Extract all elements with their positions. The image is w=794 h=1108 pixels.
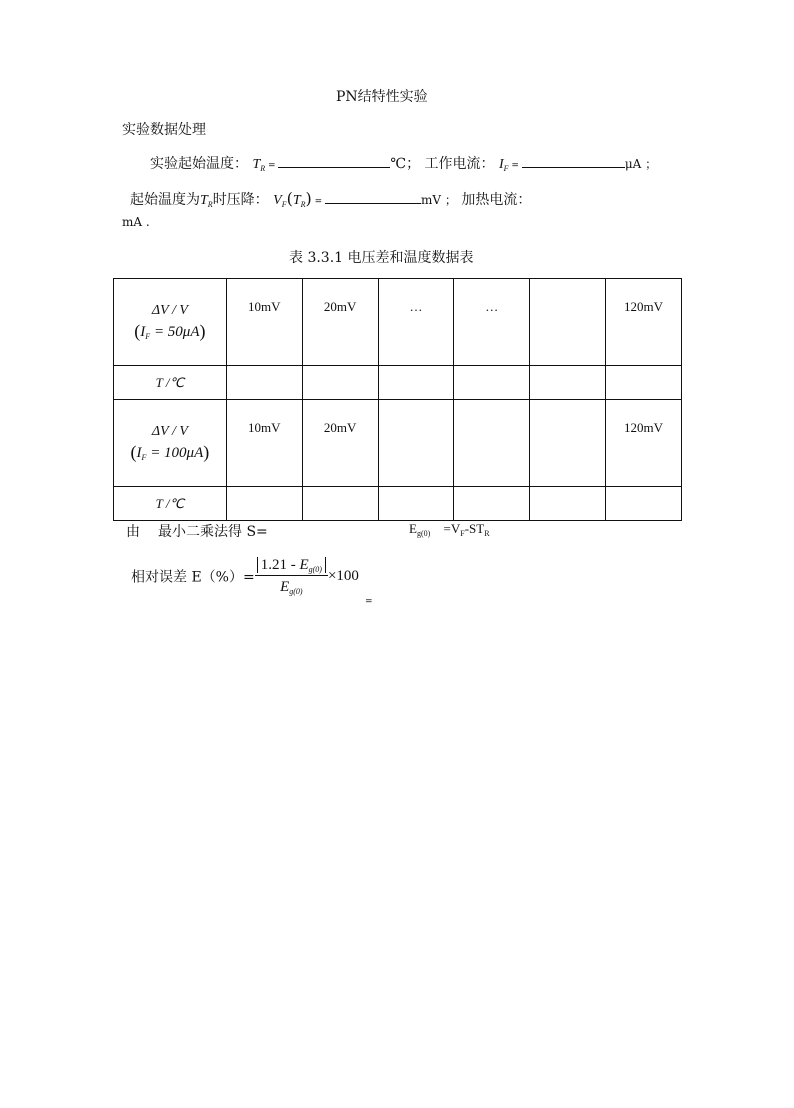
data-table (113, 278, 682, 521)
temperature-label: T /℃ (155, 495, 185, 511)
times-hundred: ×100 (327, 568, 359, 584)
table-cell[interactable] (226, 366, 302, 400)
heating-current-label: 加热电流： (461, 192, 532, 208)
table-cell[interactable] (454, 366, 530, 400)
error-fraction (255, 557, 328, 596)
tr-variable: $T_R$ (200, 193, 213, 209)
table-row (114, 279, 682, 366)
equals-sign: = (311, 197, 326, 207)
start-temp-blank[interactable] (278, 155, 390, 168)
table-cell: … (378, 279, 454, 366)
trailing-equals: = (365, 597, 373, 607)
delta-v-label: ΔV / V (151, 423, 188, 439)
table-cell[interactable] (530, 487, 606, 521)
table-cell: … (454, 279, 530, 366)
equals-sign: = (508, 161, 522, 171)
table-row (114, 366, 682, 400)
table-cell: 10mV (226, 279, 302, 366)
table-cell[interactable] (530, 400, 606, 487)
table-row (114, 400, 682, 487)
fraction-numerator: $1.21 - E_{g(0)}$ (255, 557, 328, 576)
table-cell[interactable] (454, 400, 530, 487)
eg0-formula: $E_{g(0)} =V_F-ST_R$ (409, 521, 490, 538)
start-temp-label: 实验起始温度： (150, 156, 248, 172)
table-cell[interactable] (454, 487, 530, 521)
table-row (114, 487, 682, 521)
table-cell[interactable] (606, 487, 682, 521)
start-voltage-label-a: 起始温度为 (130, 192, 200, 208)
table-cell (530, 279, 606, 366)
table-cell[interactable] (378, 400, 454, 487)
table-cell: 120mV (606, 279, 682, 366)
start-temp-line (150, 153, 657, 173)
table-cell: 10mV (226, 400, 302, 487)
delta-v-label: ΔV / V (151, 302, 188, 318)
row-header (114, 487, 227, 521)
tr-variable: $T_R$ (292, 193, 306, 209)
vf-variable: $V_F$ (273, 193, 287, 209)
relative-error-formula (131, 557, 359, 596)
table-cell[interactable] (302, 366, 378, 400)
work-current-blank[interactable] (522, 155, 625, 168)
start-voltage-label-b: 时压降： (212, 192, 269, 208)
table-caption: 表 3.3.1 电压差和温度数据表 (289, 250, 474, 266)
section-heading: 实验数据处理 (122, 122, 206, 138)
fraction-denominator: $E_{g(0)}$ (280, 579, 303, 596)
if-variable: $I_F$ (498, 157, 509, 173)
lsq-prefix: 由 (126, 524, 140, 540)
current-unit: μA ； (624, 157, 658, 171)
equals-sign: = (265, 161, 279, 171)
table-cell[interactable] (378, 366, 454, 400)
temperature-label: T /℃ (155, 374, 185, 390)
heating-current-unit: mA . (122, 215, 150, 229)
current-condition: $(I_F = 50\mu A)$ (134, 320, 206, 341)
start-voltage-blank[interactable] (325, 191, 421, 204)
relative-error-label: 相对误差 E（%）= (131, 569, 255, 586)
table-cell[interactable] (606, 366, 682, 400)
row-header (114, 400, 227, 487)
table-cell: 20mV (302, 400, 378, 487)
table-cell[interactable] (226, 487, 302, 521)
table-cell: 120mV (606, 400, 682, 487)
page-title: PN结特性实验 (336, 89, 428, 105)
table-cell[interactable] (378, 487, 454, 521)
table-cell[interactable] (302, 487, 378, 521)
table-cell: 20mV (302, 279, 378, 366)
current-label: 工作电流： (424, 156, 495, 172)
start-voltage-line: 起始温度为$T_R$时压降： $V_F(T_R)$ = mV ； 加热电流： (130, 189, 532, 209)
row-header (114, 366, 227, 400)
table-cell[interactable] (530, 366, 606, 400)
lsq-text: 最小二乘法得 S= (158, 524, 268, 540)
temp-unit: ℃； (390, 156, 421, 172)
row-header (114, 279, 227, 366)
voltage-unit: mV ； (421, 193, 457, 207)
tr-variable: $T_R$ (252, 157, 266, 173)
current-condition: $(I_F = 100\mu A)$ (130, 441, 210, 462)
